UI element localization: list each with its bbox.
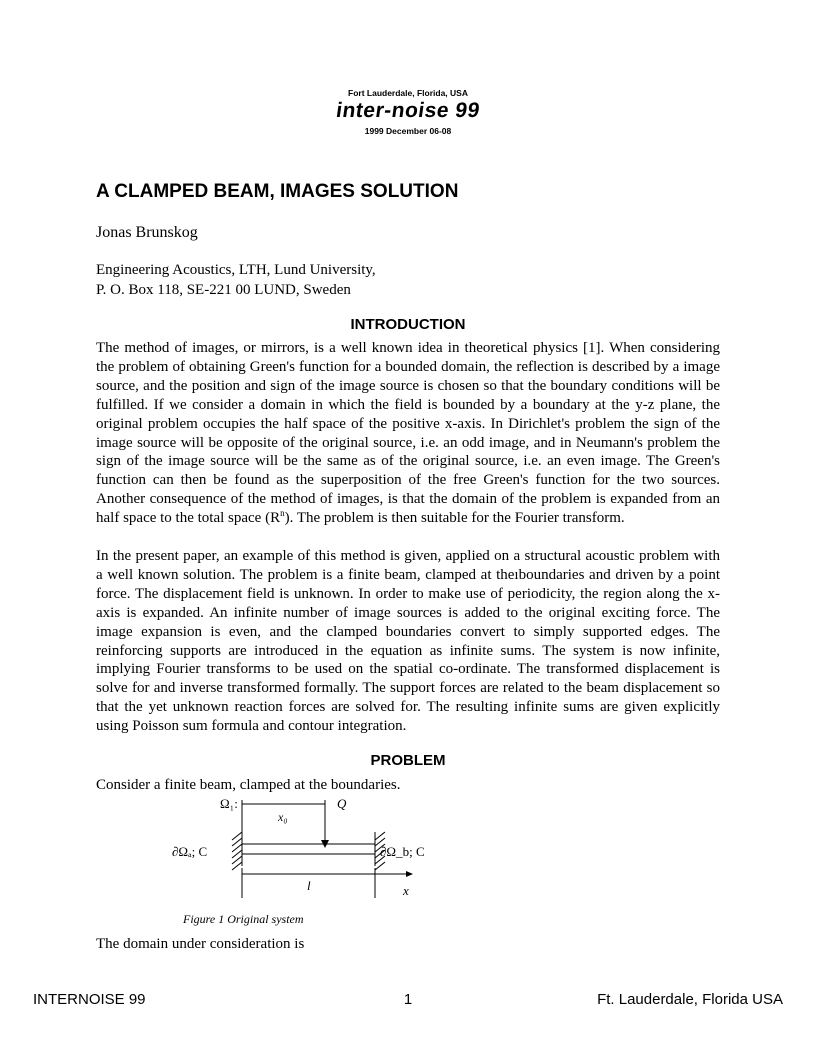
intro-p1-superscript: n bbox=[280, 508, 285, 519]
intro-p1-main: The method of images, or mirrors, is a well known idea in theoretical physics [1]. When considering the problem of obtaining Green's function for a bounded domain, the reflection is described by a image source, and the position and sign of the image source is chosen so that the boundary conditions will be fulfilled. If we consider a domain in which the field is bounded by a boundary at the y-z plane, the original problem occupies the half space of the positive x-axis. In Dirichlet's problem the sign of the image source will be opposite of the original source, i.e. an odd image, and in Neumann's problem the sign of the image source will be the same as of the original source, i.e. an even image. The Green's function can then be found as the superposition of the free Green's function for the two sources. Another consequence of the method of images, is that the domain of the problem is expanded from an half space to the total space (R bbox=[96, 340, 720, 527]
label-length: l bbox=[307, 878, 311, 893]
x-axis-arrow-head bbox=[406, 871, 413, 877]
label-right-boundary: ∂Ω_b; C bbox=[380, 844, 425, 859]
label-x: x bbox=[403, 883, 409, 898]
conference-logo: inter-noise 99 bbox=[334, 99, 482, 122]
problem-paragraph-1: Consider a finite beam, clamped at the boundaries. bbox=[96, 777, 401, 793]
figure-caption: Figure 1 Original system bbox=[183, 912, 304, 926]
paper-author: Jonas Brunskog bbox=[96, 224, 198, 241]
label-omega1: Ω₁: bbox=[220, 796, 238, 811]
figure-original-system bbox=[170, 794, 430, 904]
beam bbox=[242, 844, 375, 854]
label-Q: Q bbox=[337, 796, 347, 811]
page-number: 1 bbox=[403, 991, 413, 1008]
paper-title: A CLAMPED BEAM, IMAGES SOLUTION bbox=[96, 181, 459, 202]
affiliation-line-2: P. O. Box 118, SE-221 00 LUND, Sweden bbox=[96, 281, 351, 298]
affiliation-line-1: Engineering Acoustics, LTH, Lund University, bbox=[96, 262, 376, 278]
conference-location: Fort Lauderdale, Florida, USA bbox=[348, 88, 468, 98]
introduction-paragraph-1 bbox=[96, 339, 720, 528]
conference-dates: 1999 December 06-08 bbox=[364, 126, 452, 136]
problem-paragraph-2: The domain under consideration is bbox=[96, 936, 305, 952]
paper-affiliation bbox=[96, 261, 376, 300]
intro-p1-end: ). The problem is then suitable for the Fourier transform. bbox=[284, 510, 625, 527]
introduction-paragraph-2: In the present paper, an example of this method is given, applied on a structural acoustic problem with a well known solution. The problem is a finite beam, clamped at theıboundaries and driven by a point force. The displacement field is unknown. In order to make use of periodicity, the region along the x-axis is expanded. An infinite number of image sources is added to the original exciting force. The image expansion is even, and the clamped boundaries convert to simply supported edges. The reinforcing supports are introduced in the equation as infinite sums. The system is now infinite, implying Fourier transforms to be used on the spatial co-ordinate. The transformed displacement is solve for and inverse transformed formally. The support forces are related to the beam displacement so that the yet unknown reaction forces are solved for. The resulting infinite sums are given explicitly using Poisson sum formula and contour integration. bbox=[96, 548, 720, 735]
introduction-heading: INTRODUCTION bbox=[350, 316, 466, 333]
footer-right: Ft. Lauderdale, Florida USA bbox=[597, 991, 783, 1008]
footer-left: INTERNOISE 99 bbox=[33, 991, 146, 1008]
problem-heading: PROBLEM bbox=[370, 752, 446, 769]
label-left-boundary: ∂Ωₐ; C bbox=[172, 844, 208, 859]
label-x0: x₀ bbox=[278, 810, 288, 824]
